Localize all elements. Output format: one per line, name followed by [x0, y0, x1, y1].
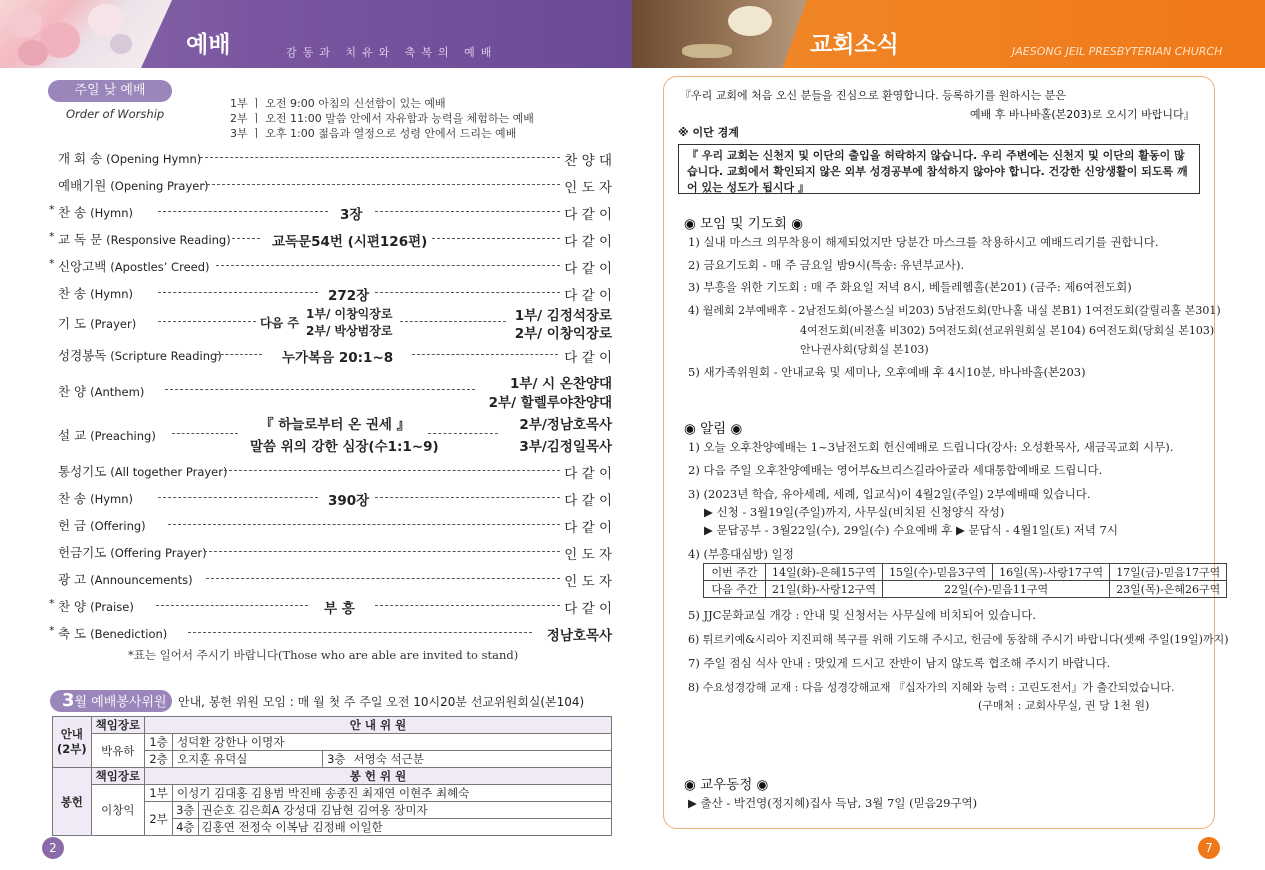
order-row-opening-hymn: 개 회 송 (Opening Hymn) 찬 양 대 — [58, 151, 612, 169]
notice-item-8b: (구매처 : 교회사무실, 권 당 1천 원) — [978, 699, 1150, 712]
order-row-anthem: 찬 양 (Anthem) 1부/ 시 온찬양대 2부/ 할렐루야찬양대 — [58, 376, 612, 411]
service-time-2: 2부 ㅣ 오전 11:00 말씀 안에서 자유함과 능력을 체험하는 예배 — [230, 112, 534, 125]
order-row-scripture: 성경봉독 (Scripture Reading) 누가복음 20:1~8 다 같 이 — [58, 348, 612, 366]
order-row-hymn-2: 찬 송 (Hymn) 272장 다 같 이 — [58, 286, 612, 304]
order-row-hymn-3: 찬 송 (Hymn) 390장 다 같 이 — [58, 491, 612, 509]
notice-item-4: 4) (부흥대심방) 일정 — [688, 547, 794, 561]
order-row-announcements: 광 고 (Announcements) 인 도 자 — [58, 572, 612, 590]
notice-item-5: 5) JJC문화교실 개강 : 안내 및 신청서는 사무실에 비치되어 있습니다. — [688, 608, 1036, 622]
standing-note: *표는 일어서 주시기 바랍니다(Those who are able are invited to stand) — [128, 648, 519, 662]
welcome-line-2: 예배 후 바나바홀(본203)로 오시기 바랍니다』 — [970, 108, 1195, 121]
wood-decoration-image — [632, 0, 807, 68]
service-time-3: 3부 ㅣ 오후 1:00 젊음과 열정으로 성령 안에서 드리는 예배 — [230, 127, 517, 140]
order-row-offering: 헌 금 (Offering) 다 같 이 — [58, 518, 612, 536]
notice-item-3b: ▶ 문답공부 - 3월22일(수), 29일(수) 수요예배 후 ▶ 문답식 - 4월1일(토) 저녁 7시 — [704, 523, 1118, 537]
service-committee-badge: 3월 예배봉사위원 — [50, 690, 172, 712]
service-time-1: 1부 ㅣ 오전 9:00 아침의 신선함이 있는 예배 — [230, 97, 446, 110]
notice-item-8: 8) 수요성경강해 교재 : 다음 성경강해교재 『십자가의 지혜와 능력 : 고린도전서』가 출간되었습니다. — [688, 681, 1175, 694]
visitation-schedule-table: 이번 주간 14일(화)-은혜15구역 15일(수)-믿음3구역 16일(목)-사랑17구역 17일(금)-믿음17구역 다음 주간 21일(화)-사랑12구역 22일(수)-믿음11구역 23일(목)-은혜26구역 — [703, 563, 1227, 598]
order-row-creed: * 신앙고백 (Apostles’ Creed) 다 같 이 — [49, 257, 612, 277]
order-row-prayer: 기 도 (Prayer) 다음 주 1부/ 이창익장로 2부/ 박상범장로 1부/ 김정석장로 2부/ 이창익장로 — [58, 307, 612, 342]
order-row-praise: * 찬 양 (Praise) 부 흥 다 같 이 — [49, 597, 612, 617]
meeting-item-3: 3) 부흥을 위한 기도회 : 매 주 화요일 저녁 8시, 베들레헴홀(본201) (금주: 제6여전도회) — [688, 280, 1132, 294]
notice-item-6: 6) 튀르키예&시리아 지진피해 복구를 위해 기도해 주시고, 헌금에 동참해 주시기 바랍니다(셋째 주일(19일)까지) — [688, 633, 1229, 646]
section-meetings-title: ◉ 모임 및 기도회 ◉ — [684, 216, 803, 232]
section-members-title: ◉ 교우동정 ◉ — [684, 777, 769, 793]
order-row-together-prayer: 통성기도 (All together Prayer) 다 같 이 — [58, 464, 612, 482]
notice-item-3: 3) (2023년 학습, 유아세례, 세례, 입교식)이 4월2일(주일) 2부예배때 있습니다. — [688, 487, 1091, 501]
meeting-item-4b: 4여전도회(비전홀 비302) 5여전도회(선교위원회실 본104) 6여전도회(당회실 본103) — [800, 324, 1215, 337]
order-row-opening-prayer: 예배기원 (Opening Prayer) 인 도 자 — [58, 178, 612, 196]
heresy-warning-box: 『 우리 교회는 신천지 및 이단의 출입을 허락하지 않습니다. 우리 주변에는 신천지 및 이단의 활동이 많습니다. 교회에서 확인되지 않은 외부 성경공부에 참석하지 않아야 합니다. 건강한 신앙생활이 되도록 깨어 있는 성도가 됩시다 』 — [678, 144, 1200, 194]
service-committee-table: 안내 (2부) 책임장로 안 내 위 원 박유하 1층 성덕환 강한나 이명자 2층 오지훈 유덕실 3층 서영숙 석근분 봉헌 책임장로 봉 헌 위 원 이창익 1부 이성기 김대홍 김용범 박진배 송종진 최재연 이현주 최혜숙 2부 3층 권순호 김은희A 강성대 김남현 김여옹 장미자 4층 김홍연 전정숙 이복남 김정배 이일한 — [52, 716, 612, 836]
order-row-responsive-reading: * 교 독 문 (Responsive Reading) 교독문54번 (시편126편) 다 같 이 — [49, 230, 612, 250]
notice-item-7: 7) 주일 점심 식사 안내 : 맛있게 드시고 잔반이 남지 않도록 협조해 주시기 바랍니다. — [688, 656, 1111, 670]
notice-item-3a: ▶ 신청 - 3월19일(주일)까지, 사무실(비치된 신청양식 작성) — [704, 505, 1005, 519]
worship-subtitle: 감동과 치유와 축복의 예배 — [286, 46, 498, 59]
meeting-item-2: 2) 금요기도회 - 매 주 금요일 밤9시(특송: 유년부교사). — [688, 258, 965, 272]
worship-pill: 주일 낮 예배 — [48, 80, 172, 102]
meeting-item-5: 5) 새가족위원회 - 안내교육 및 세미나, 오후예배 후 4시10분, 바나바홀(본203) — [688, 365, 1086, 379]
order-row-benediction: * 축 도 (Benediction) 정남호목사 — [49, 624, 612, 644]
order-of-worship-label: Order of Worship — [66, 107, 165, 121]
meeting-item-1: 1) 실내 마스크 의무착용이 해제되었지만 당분간 마스크를 착용하시고 예배드리기를 권합니다. — [688, 235, 1159, 249]
notice-item-2: 2) 다음 주일 오후찬양예배는 영어부&브리스길라아굴라 세대통합예배로 드립니다. — [688, 463, 1103, 477]
welcome-line-1: 『우리 교회에 처음 오신 분들을 진심으로 환영합니다. 등록하기를 원하시는 분은 — [680, 89, 1066, 102]
notice-item-1: 1) 오늘 오후찬양예배는 1~3남전도회 헌신예배로 드립니다(강사: 오성환목사, 새금곡교회 시무). — [688, 440, 1174, 454]
heresy-warning-title: ※ 이단 경계 — [678, 126, 739, 139]
committee-meeting-text: 안내, 봉헌 위원 모임 : 매 월 첫 주 주일 오전 10시20분 선교위원회실(본104) — [178, 695, 585, 709]
order-row-sermon: 설 교 (Preaching) 『 하늘로부터 온 권세 』 말씀 위의 강한 심장(수1:1~9) 2부/정남호목사 3부/김정일목사 — [58, 417, 612, 455]
church-name: JAESONG JEIL PRESBYTERIAN CHURCH — [1012, 45, 1223, 58]
page-number-right: 7 — [1198, 837, 1220, 859]
order-row-hymn-1: * 찬 송 (Hymn) 3장 다 같 이 — [49, 203, 612, 223]
meeting-item-4c: 안나권사회(당회실 본103) — [800, 343, 929, 356]
page-number-left: 2 — [42, 837, 64, 859]
news-title: 교회소식 — [810, 32, 899, 58]
section-notice-title: ◉ 알림 ◉ — [684, 421, 743, 437]
meeting-item-4: 4) 월례회 2부예배후 - 2남전도회(아볼스실 비203) 5남전도회(만나홀 내실 본B1) 1여전도회(갈릴리홀 본301) — [688, 304, 1221, 317]
member-news-item: ▶ 출산 - 박건영(정지혜)집사 득남, 3월 7일 (믿음29구역) — [688, 796, 978, 810]
order-row-offering-prayer: 헌금기도 (Offering Prayer) 인 도 자 — [58, 545, 612, 563]
worship-title: 예배 — [186, 32, 231, 58]
